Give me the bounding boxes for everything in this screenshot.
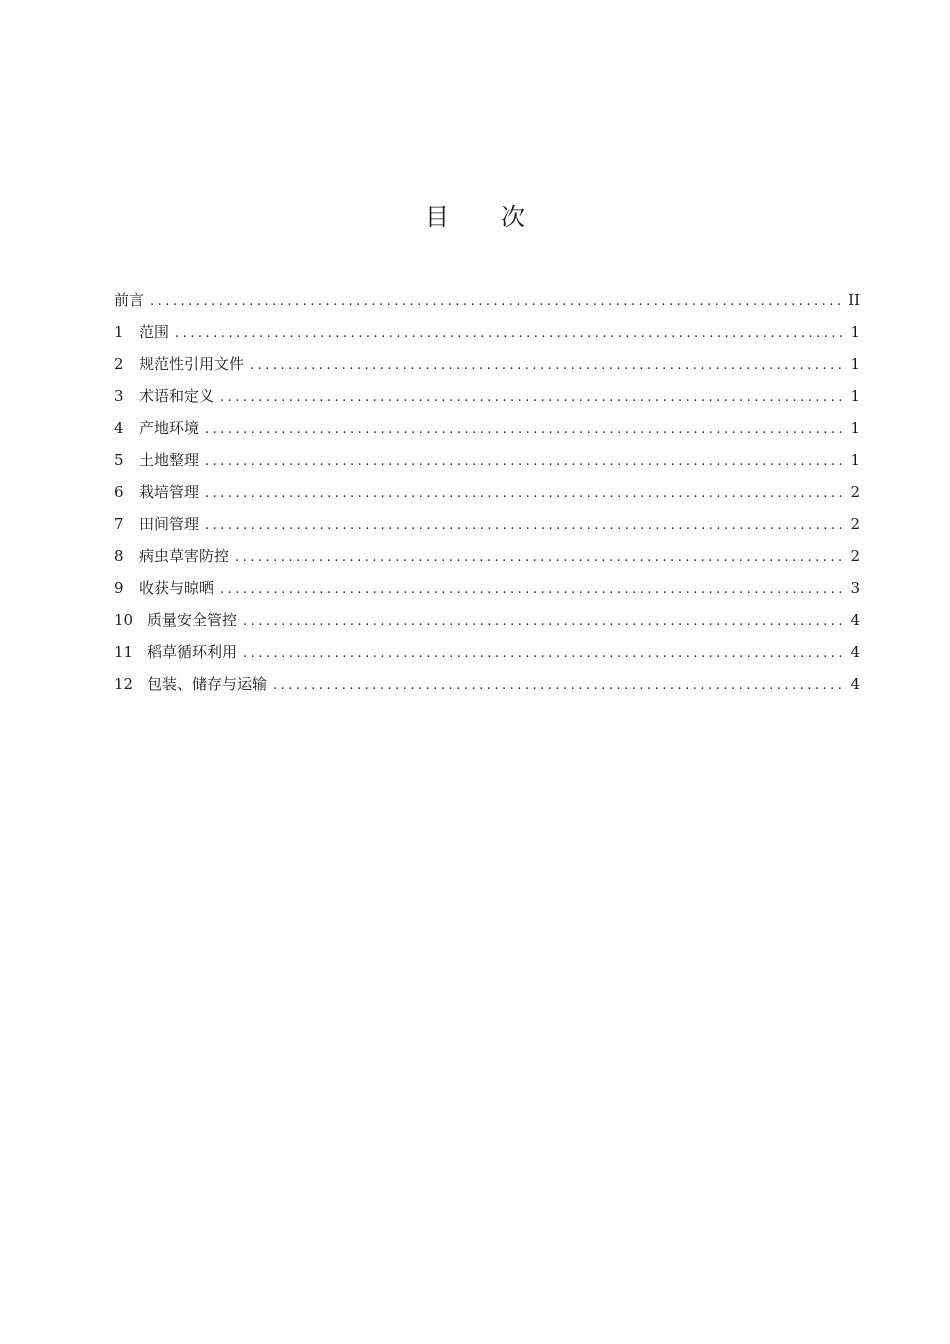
toc-label: 术语和定义 <box>139 387 215 405</box>
toc-leader <box>205 414 844 446</box>
toc-number: 11 <box>114 643 134 661</box>
toc-label: 范围 <box>139 323 170 341</box>
toc-label: 质量安全管控 <box>147 611 238 629</box>
toc-page-number: 1 <box>850 355 860 373</box>
toc-page-number: 1 <box>850 387 860 405</box>
toc-entry-5[interactable] <box>114 444 860 476</box>
toc-leader <box>220 574 844 606</box>
toc-number: 1 <box>114 323 124 341</box>
toc-page-number: 4 <box>850 675 860 693</box>
toc-entry-7[interactable] <box>114 508 860 540</box>
toc-number: 7 <box>114 515 124 533</box>
toc-page-number: 2 <box>850 515 860 533</box>
toc-label: 栽培管理 <box>139 483 200 501</box>
toc-page-number: 2 <box>850 483 860 501</box>
toc-leader <box>175 318 844 350</box>
toc-page-number: 4 <box>850 643 860 661</box>
table-of-contents <box>114 284 860 700</box>
toc-label: 包装、储存与运输 <box>147 675 268 693</box>
toc-label: 产地环境 <box>139 419 200 437</box>
toc-entry-9[interactable] <box>114 572 860 604</box>
toc-entry-11[interactable] <box>114 636 860 668</box>
toc-number: 5 <box>114 451 124 469</box>
toc-page-number: 4 <box>850 611 860 629</box>
toc-entry-1[interactable] <box>114 316 860 348</box>
toc-label: 规范性引用文件 <box>139 355 245 373</box>
toc-page-number: 3 <box>850 579 860 597</box>
toc-entry-8[interactable] <box>114 540 860 572</box>
toc-leader <box>150 286 842 318</box>
toc-page-number: II <box>848 291 860 309</box>
toc-leader <box>243 606 844 638</box>
title-char-1: 目 <box>425 203 449 231</box>
toc-leader <box>205 478 844 510</box>
toc-entry-12[interactable] <box>114 668 860 700</box>
toc-number: 10 <box>114 611 134 629</box>
toc-leader <box>205 446 844 478</box>
toc-label: 田间管理 <box>139 515 200 533</box>
toc-entry-10[interactable] <box>114 604 860 636</box>
toc-number: 4 <box>114 419 124 437</box>
title-char-2: 次 <box>501 203 525 231</box>
toc-page-number: 1 <box>850 419 860 437</box>
toc-label: 病虫草害防控 <box>139 547 230 565</box>
toc-page-number: 1 <box>850 451 860 469</box>
toc-number: 9 <box>114 579 124 597</box>
toc-leader <box>243 638 844 670</box>
toc-page-number: 1 <box>850 323 860 341</box>
toc-entry-4[interactable] <box>114 412 860 444</box>
toc-entry-2[interactable] <box>114 348 860 380</box>
toc-number: 12 <box>114 675 134 693</box>
toc-label: 稻草循环利用 <box>147 643 238 661</box>
toc-number: 6 <box>114 483 124 501</box>
toc-entry-6[interactable] <box>114 476 860 508</box>
toc-leader <box>220 382 844 414</box>
toc-label: 土地整理 <box>139 451 200 469</box>
toc-leader <box>235 542 844 574</box>
toc-leader <box>250 350 844 382</box>
toc-number: 2 <box>114 355 124 373</box>
toc-leader <box>205 510 844 542</box>
toc-page-number: 2 <box>850 547 860 565</box>
toc-number: 3 <box>114 387 124 405</box>
page-title <box>0 200 950 234</box>
toc-leader <box>273 670 844 702</box>
toc-entry-3[interactable] <box>114 380 860 412</box>
toc-number: 8 <box>114 547 124 565</box>
toc-entry-foreword[interactable] <box>114 284 860 316</box>
toc-label: 前言 <box>114 291 145 309</box>
toc-label: 收获与晾晒 <box>139 579 215 597</box>
